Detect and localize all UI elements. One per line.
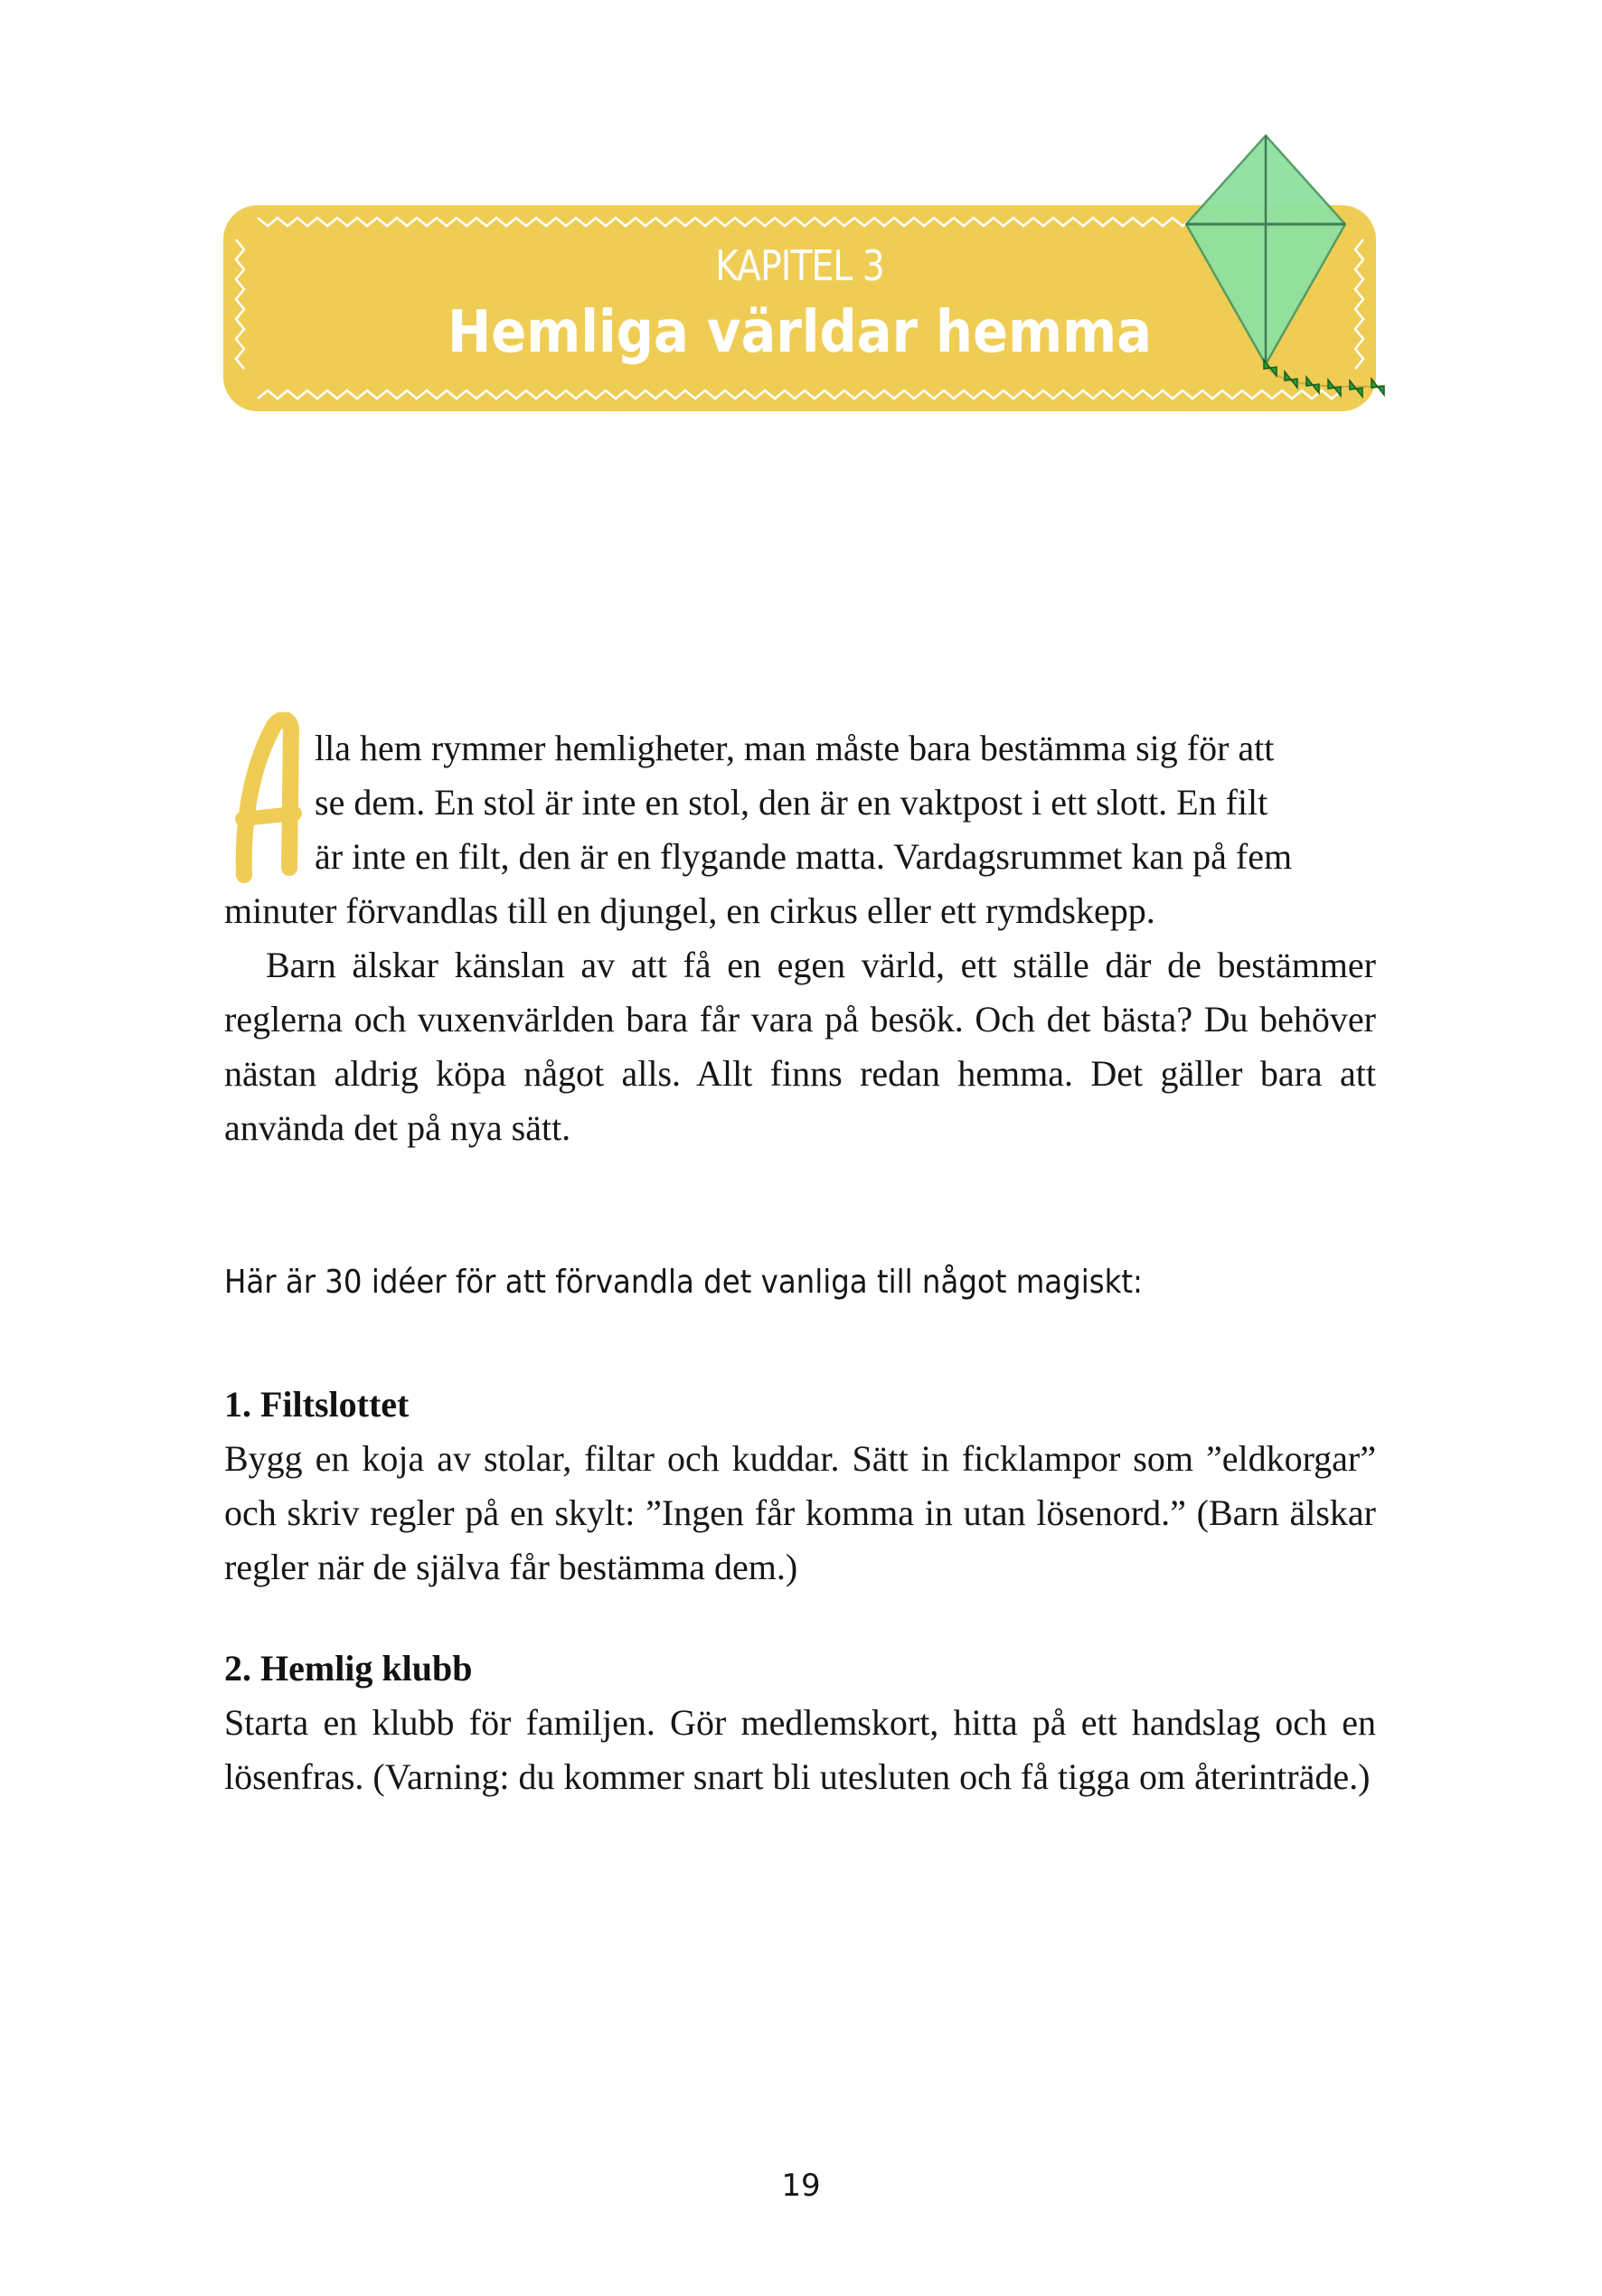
intro-line: är inte en filt, den är en flygande matta. Vardagsrummet kan på fem (315, 836, 1293, 877)
page-number: 19 (781, 2168, 821, 2204)
ideas-lead-heading: Här är 30 idéer för att förvandla det vanliga till något magiskt: (224, 1264, 1143, 1301)
tail-bow (1371, 379, 1384, 395)
intro-line: se dem. En stol är inte en stol, den är en vaktpost i ett slott. En filt (315, 782, 1268, 823)
idea-text: Bygg en koja av stolar, filtar och kuddar. Sätt in ficklampor som ”eldkorgar” och skriv regler på en skylt: ”Ingen får komma in utan lösenord.” (Barn älskar regler när de själva får bestämma dem.) (224, 1438, 1376, 1587)
tail-bow (1306, 377, 1319, 393)
kite-icon (1175, 131, 1392, 402)
tail-bow (1285, 372, 1297, 388)
tail-bow (1350, 381, 1362, 397)
intro-line: lla hem rymmer hemligheter, man måste bara bestämma sig för att (315, 728, 1275, 768)
idea-title: 2. Hemlig klubb (224, 1648, 473, 1689)
chapter-label: KAPITEL 3 (715, 241, 884, 290)
idea-item (224, 1642, 1376, 1804)
tail-bow (1264, 360, 1277, 376)
intro-text (224, 721, 1376, 1155)
idea-text: Starta en klubb för familjen. Gör medlemskort, hitta på ett handslag och en lösenfras. (Varning: du kommer snart bli utesluten och få tigga om återinträde.) (224, 1702, 1376, 1797)
intro-line: minuter förvandlas till en djungel, en cirkus eller ett rymdskepp. (224, 890, 1155, 931)
idea-title: 1. Filtslottet (224, 1384, 410, 1425)
chapter-title: Hemliga världar hemma (447, 299, 1153, 366)
kite-tail-string (1266, 364, 1383, 387)
idea-item (224, 1378, 1376, 1595)
intro-paragraph-1 (224, 721, 1376, 938)
tail-bow (1328, 380, 1341, 396)
intro-paragraph-2: Barn älskar känslan av att få en egen värld, ett ställe där de bestämmer reglerna och vuxenvärlden bara får vara på besök. Och det bästa? Du behöver nästan aldrig köpa något alls. Allt finns redan hemma. Det gäller bara att använda det på nya sätt. (224, 945, 1376, 1148)
